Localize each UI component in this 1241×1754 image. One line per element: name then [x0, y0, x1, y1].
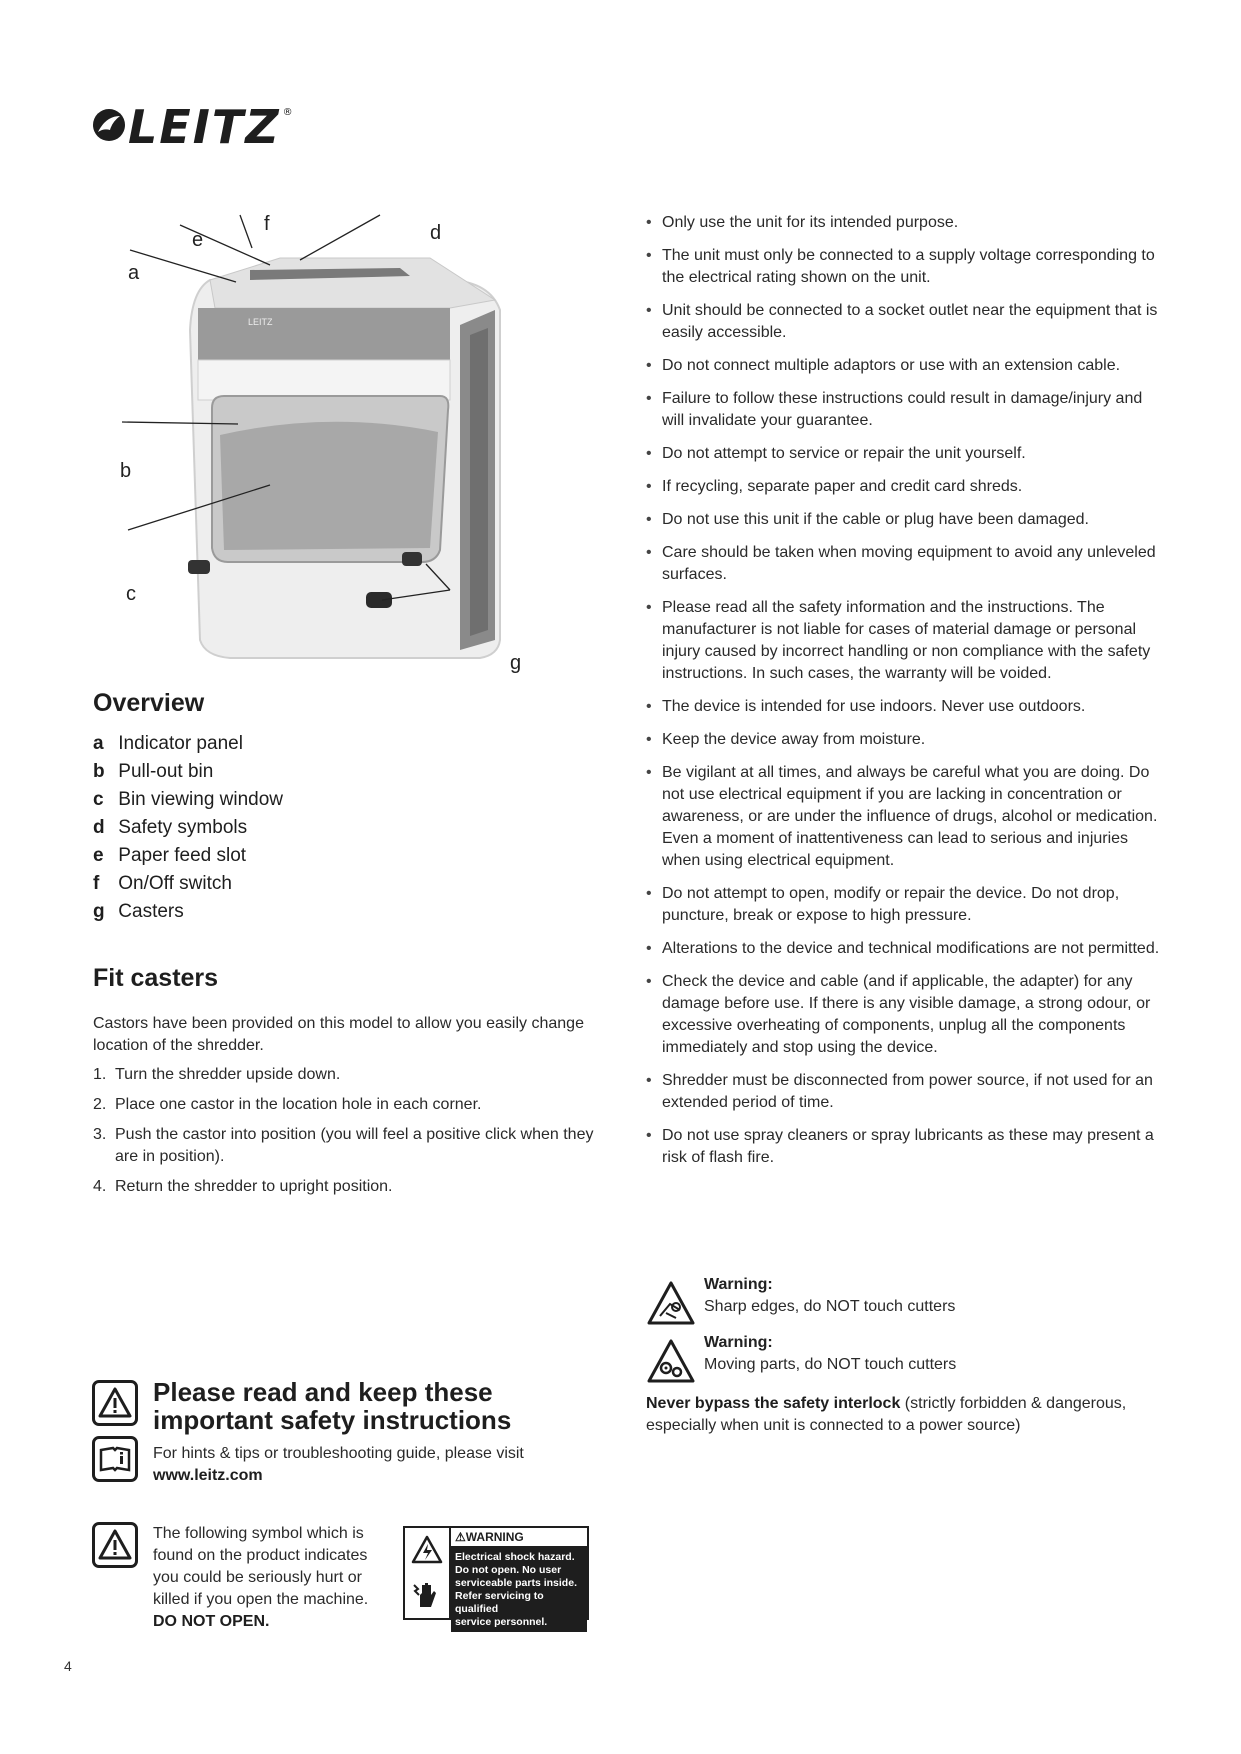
page-number: 4 [64, 1658, 72, 1674]
do-not-open-text: DO NOT OPEN. [153, 1613, 270, 1630]
step-number: 3. [93, 1126, 107, 1143]
sharp-edges-warning-icon [646, 1280, 696, 1326]
caution-triangle-icon [92, 1380, 138, 1426]
bypass-interlock-note [646, 1393, 1166, 1437]
step-number: 4. [93, 1178, 107, 1195]
safety-bullet: • Please read all the safety information and the instructions. The manufacturer is not liable for cases of material damage or personal injury caused by incorrect handling or non compliance with the safety instructions. In such cases, the warranty will be voided. [646, 597, 1166, 685]
symbol-text: The following symbol which is found on the product indicates you could be seriously hurt or killed if you open the machine. [153, 1525, 369, 1608]
safety-bullet: • Only use the unit for its intended purpose. [646, 212, 1166, 234]
electrical-warning-label [403, 1526, 589, 1628]
bypass-bold: Never bypass the safety interlock [646, 1395, 901, 1412]
callout-a: a [128, 262, 140, 284]
step-item [93, 1064, 603, 1086]
safety-bullet: • Alterations to the device and technical modifications are not permitted. [646, 938, 1166, 960]
step-text: Place one castor in the location hole in each corner. [115, 1096, 482, 1113]
warning-label-line: Do not open. No user [455, 1564, 562, 1576]
registered-mark: ® [282, 107, 295, 118]
warning-title: Warning: [704, 1334, 773, 1351]
overview-key: c [93, 789, 104, 810]
callout-g: g [510, 652, 522, 674]
warning-label-title: WARNING [465, 1530, 524, 1544]
callout-b: b [120, 460, 132, 482]
step-item [93, 1094, 603, 1116]
manual-book-icon [92, 1436, 138, 1482]
warning-label-line: serviceable parts inside. [455, 1577, 577, 1589]
shredder-illustration [100, 210, 540, 690]
step-text: Turn the shredder upside down. [115, 1066, 341, 1083]
safety-bullet: • Do not connect multiple adaptors or use with an extension cable. [646, 355, 1166, 377]
moving-parts-warning-icon [646, 1338, 696, 1384]
overview-item [93, 870, 493, 898]
step-number: 1. [93, 1066, 107, 1083]
warning-text: Sharp edges, do NOT touch cutters [704, 1298, 956, 1315]
warning-label-line: Refer servicing to qualified [455, 1590, 544, 1615]
fit-casters-heading: Fit casters [93, 964, 219, 992]
overview-item [93, 758, 493, 786]
fit-casters-steps [93, 1064, 603, 1206]
overview-key: d [93, 817, 105, 838]
symbol-explanation [153, 1523, 393, 1633]
safety-bullet: • Do not attempt to open, modify or repair the device. Do not drop, puncture, break or expose to high pressure. [646, 883, 1166, 927]
overview-item [93, 842, 493, 870]
warning-label-icons [405, 1528, 451, 1618]
warning-label-header [451, 1528, 587, 1548]
overview-label: On/Off switch [118, 873, 232, 894]
overview-item [93, 898, 493, 926]
safety-bullet: • Check the device and cable (and if applicable, the adapter) for any damage before use. If there is any visible damage, a strong odour, or excessive overheating of components, unplug all the components immediately and stop using the device. [646, 971, 1166, 1059]
callout-f: f [264, 213, 270, 235]
electric-shock-icon [411, 1535, 443, 1565]
safety-bullet: • Unit should be connected to a socket outlet near the equipment that is easily accessible. [646, 300, 1166, 344]
step-number: 2. [93, 1096, 107, 1113]
shredder-drawing [100, 210, 540, 690]
brand-name: LEITZ [128, 100, 281, 154]
warning-label-line: service personnel. [455, 1616, 548, 1628]
safety-bullet: • Failure to follow these instructions could result in damage/injury and will invalidate your guarantee. [646, 388, 1166, 432]
leitz-logo-mark-icon [92, 108, 126, 142]
overview-label: Indicator panel [118, 733, 243, 754]
overview-key: e [93, 845, 104, 866]
caution-triangle-icon [92, 1522, 138, 1568]
callout-d: d [430, 222, 442, 244]
overview-item [93, 786, 493, 814]
step-text: Return the shredder to upright position. [115, 1178, 393, 1195]
warning-label-line: Electrical shock hazard. [455, 1551, 575, 1563]
overview-item [93, 730, 493, 758]
safety-bullet: • If recycling, separate paper and credit card shreds. [646, 476, 1166, 498]
callout-e: e [192, 229, 204, 251]
overview-label: Casters [118, 901, 184, 922]
hand-shock-icon [411, 1579, 443, 1611]
safety-bullet: • Keep the device away from moisture. [646, 729, 1166, 751]
step-item [93, 1124, 603, 1168]
sharp-edges-warning [646, 1274, 1166, 1326]
product-logo: LEITZ [248, 317, 273, 327]
overview-label: Safety symbols [118, 817, 248, 838]
overview-key: b [93, 761, 105, 782]
warning-label-body [451, 1548, 587, 1632]
safety-bullet: • Care should be taken when moving equipment to avoid any unleveled surfaces. [646, 542, 1166, 586]
safety-instructions-title: Please read and keep these important safety instructions [153, 1377, 512, 1435]
fit-casters-intro: Castors have been provided on this model to allow you easily change location of the shredder. [93, 1015, 584, 1054]
overview-key: g [93, 901, 105, 922]
bypass-rest: (strictly forbidden & dangerous, especially when unit is connected to a power source) [646, 1395, 1127, 1434]
leitz-logo [92, 100, 295, 154]
hints-text [153, 1443, 613, 1487]
safety-bullet: • Do not attempt to service or repair the unit yourself. [646, 443, 1166, 465]
hint-text: For hints & tips or troubleshooting guide, please visit [153, 1445, 524, 1462]
warning-text: Moving parts, do NOT touch cutters [704, 1356, 957, 1373]
overview-list [93, 730, 493, 926]
overview-item [93, 814, 493, 842]
leitz-website-link[interactable]: www.leitz.com [153, 1467, 263, 1484]
warning-small-triangle-icon: ⚠ [455, 1530, 466, 1544]
overview-label: Bin viewing window [118, 789, 284, 810]
callout-c: c [126, 583, 136, 605]
safety-bullet: • The device is intended for use indoors. Never use outdoors. [646, 696, 1166, 718]
safety-bullet: • The unit must only be connected to a supply voltage corresponding to the electrical rating shown on the unit. [646, 245, 1166, 289]
overview-label: Pull-out bin [118, 761, 214, 782]
overview-label: Paper feed slot [118, 845, 247, 866]
safety-bullet-list [646, 212, 1166, 1180]
safety-bullet: • Do not use this unit if the cable or plug have been damaged. [646, 509, 1166, 531]
safety-bullet: • Be vigilant at all times, and always be careful what you are doing. Do not use electrical equipment if you are lacking in concentration or awareness, or are under the influence of drugs, alcohol or medication. Even a moment of inattentiveness can lead to serious and injuries when using electrical equipment. [646, 762, 1166, 872]
overview-key: f [93, 873, 100, 894]
overview-key: a [93, 733, 104, 754]
moving-parts-warning [646, 1332, 1166, 1384]
overview-heading: Overview [93, 689, 205, 717]
step-text: Push the castor into position (you will feel a positive click when they are in position). [115, 1126, 594, 1165]
safety-bullet: • Shredder must be disconnected from power source, if not used for an extended period of time. [646, 1070, 1166, 1114]
step-item [93, 1176, 603, 1198]
warning-title: Warning: [704, 1276, 773, 1293]
safety-bullet: • Do not use spray cleaners or spray lubricants as these may present a risk of flash fire. [646, 1125, 1166, 1169]
